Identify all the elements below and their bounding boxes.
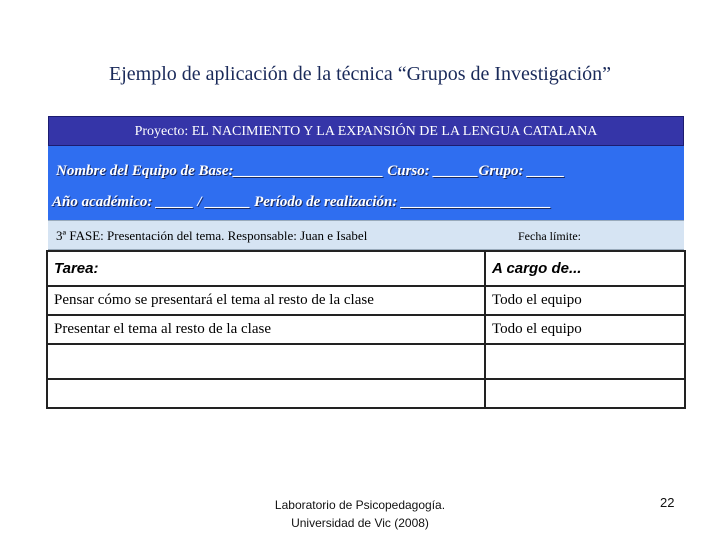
task-cell: Pensar cómo se presentará el tema al resto de la clase xyxy=(47,286,485,315)
table-row xyxy=(47,344,685,379)
team-info-panel xyxy=(48,146,684,220)
task-cell xyxy=(47,344,485,379)
footer-line-1: Laboratorio de Psicopedagogía. xyxy=(274,498,446,512)
assignee-cell: Todo el equipo xyxy=(485,286,685,315)
project-banner xyxy=(48,116,684,146)
footer-line-2: Universidad de Vic (2008) xyxy=(291,516,429,530)
table-row xyxy=(47,315,685,344)
academic-year-line: Año académico: _____ / ______ Período de realización: ____________________ xyxy=(52,194,552,210)
table-header-row xyxy=(47,251,685,286)
tasks-table xyxy=(46,250,686,409)
assignee-cell xyxy=(485,344,685,379)
table-row xyxy=(47,286,685,315)
phase-bar xyxy=(48,220,684,250)
table-row xyxy=(47,379,685,408)
footer xyxy=(0,496,720,532)
slide-title: Ejemplo de aplicación de la técnica “Grupos de Investigación” xyxy=(108,63,611,85)
header-assignee: A cargo de... xyxy=(485,251,685,286)
phase-label: 3ª FASE: Presentación del tema. Responsable: Juan e Isabel xyxy=(56,228,368,243)
project-label: Proyecto: xyxy=(134,124,189,139)
task-cell xyxy=(47,379,485,408)
team-name-line: Nombre del Equipo de Base:____________________ Curso: ______Grupo: _____ xyxy=(56,163,565,179)
task-cell: Presentar el tema al resto de la clase xyxy=(47,315,485,344)
header-task: Tarea: xyxy=(47,251,485,286)
project-name: EL NACIMIENTO Y LA EXPANSIÓN DE LA LENGUA CATALANA xyxy=(191,124,598,139)
deadline-label: Fecha límite: xyxy=(518,229,581,243)
page-number: 22 xyxy=(660,495,675,510)
assignee-cell xyxy=(485,379,685,408)
assignee-cell: Todo el equipo xyxy=(485,315,685,344)
